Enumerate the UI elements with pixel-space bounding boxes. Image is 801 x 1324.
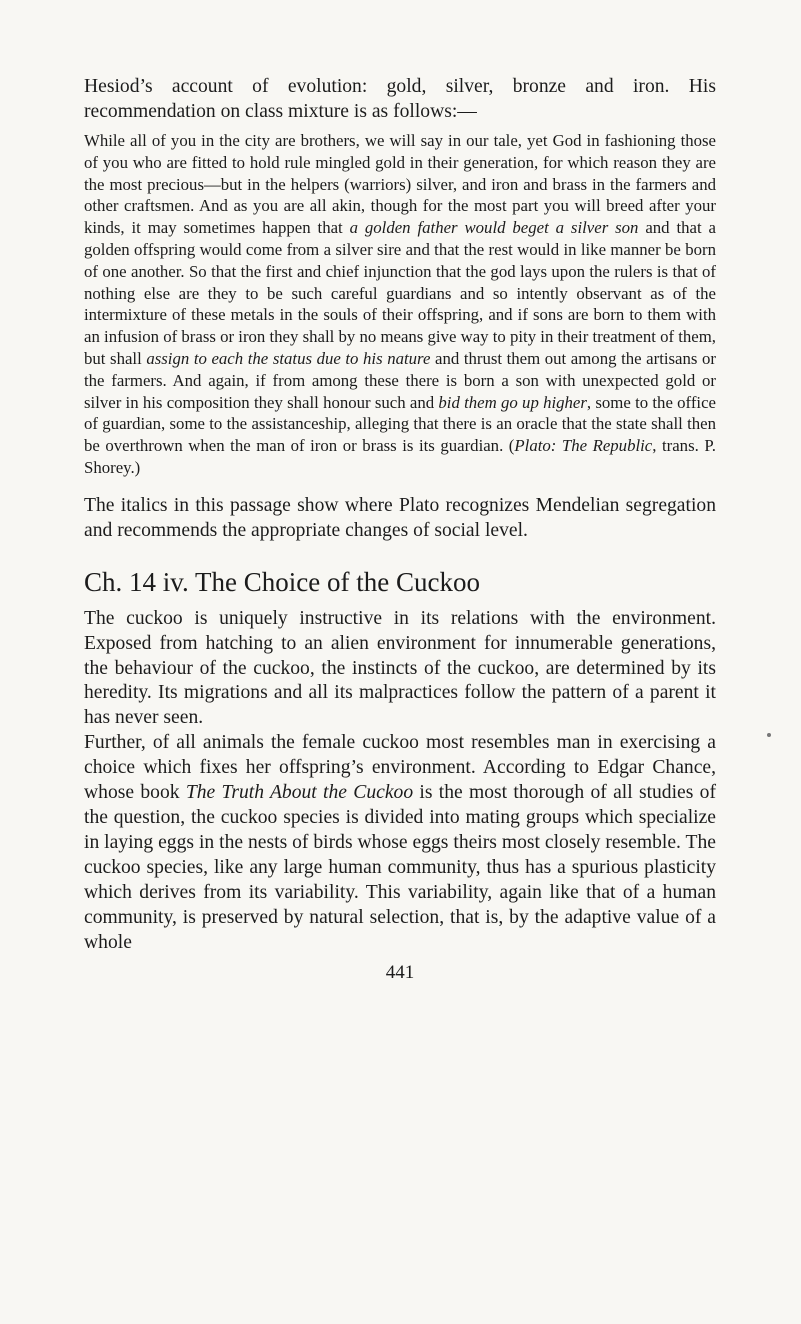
quote-text-2: and that a golden offspring would come from a silver sire and that the rest would in like manner be born of one another. So that the first and chief injunction that the god lays upon the rulers is that of nothing else are they to be such careful guardians and so intently observant as of the intermixture of these metals in the souls of their offspring, and if sons are born to them with an infusion of brass or iron they shall by no means give way to pity in their treatment of them, but shall [84, 218, 716, 368]
section-paragraph-1: The cuckoo is uniquely instructive in its relations with the environment. Exposed from hatching to an alien environment for innumerable generations, the behaviour of the cuckoo, the instincts of the cuckoo, are determined by its heredity. Its migrations and all its malpractices follow the pattern of a parent it has never seen. [84, 607, 716, 729]
quote-citation-title: Plato: The Republic [514, 436, 653, 456]
quote-italic-1: a golden father would beget a silver son [349, 218, 639, 238]
quote-text-1: While all of you in the city are brothers, we will say in our tale, yet God in fashioning those of you who are fitted to hold rule mingled gold in their generation, for which reason they are the most precious—but in the helpers (warriors) silver, and iron and brass in the farmers and other craftsmen. And as you are all akin, though for the most part you will breed after your kinds, it may sometimes happen that [84, 131, 716, 238]
section-heading: Ch. 14 iv. The Choice of the Cuckoo [84, 566, 480, 597]
intro-paragraph: Hesiod’s account of evolution: gold, silver, bronze and iron. His recommendation on class mixture is as follows:— [84, 76, 716, 122]
paragraph-2-text-2: is the most thorough of all studies of the question, the cuckoo species is divided into mating groups which specialize in laying eggs in the nests of birds whose eggs theirs most closely resemble. The cuckoo species, like any large human community, thus has a spurious plasticity which derives from its variability. This variability, again like that of a human community, is preserved by natural selection, that is, by the adaptive value of a whole [84, 782, 716, 953]
section-paragraph-2 [84, 731, 716, 955]
quote-text-3: and thrust them out among the artisans or the farmers. And again, if from among these there is born a son with unexpected gold or silver in his composition they shall honour such and [84, 348, 716, 412]
quote-italic-2: assign to each the status due to his nature [146, 348, 431, 368]
paragraph-2-text-1: Further, of all animals the female cuckoo most resembles man in exercising a choice which fixes her offspring’s environment. According to Edgar Chance, whose book [84, 732, 716, 804]
book-title: The Truth About the Cuckoo [185, 782, 414, 804]
commentary-paragraph: The italics in this passage show where Plato recognizes Mendelian segregation and recommends the appropriate changes of social level. [84, 494, 716, 541]
margin-mark [767, 733, 771, 737]
quote-text-4: , some to the office of guardian, some to the assistanceship, alleging that there is an oracle that the state shall then be overthrown when the man of iron or brass is its guardian. ( [84, 392, 716, 456]
plato-quotation [84, 130, 716, 479]
quote-citation-rest: , trans. P. Shorey.) [84, 436, 717, 477]
page-number: 441 [385, 962, 415, 984]
quote-italic-3: bid them go up higher [438, 392, 587, 412]
book-page [84, 74, 716, 985]
